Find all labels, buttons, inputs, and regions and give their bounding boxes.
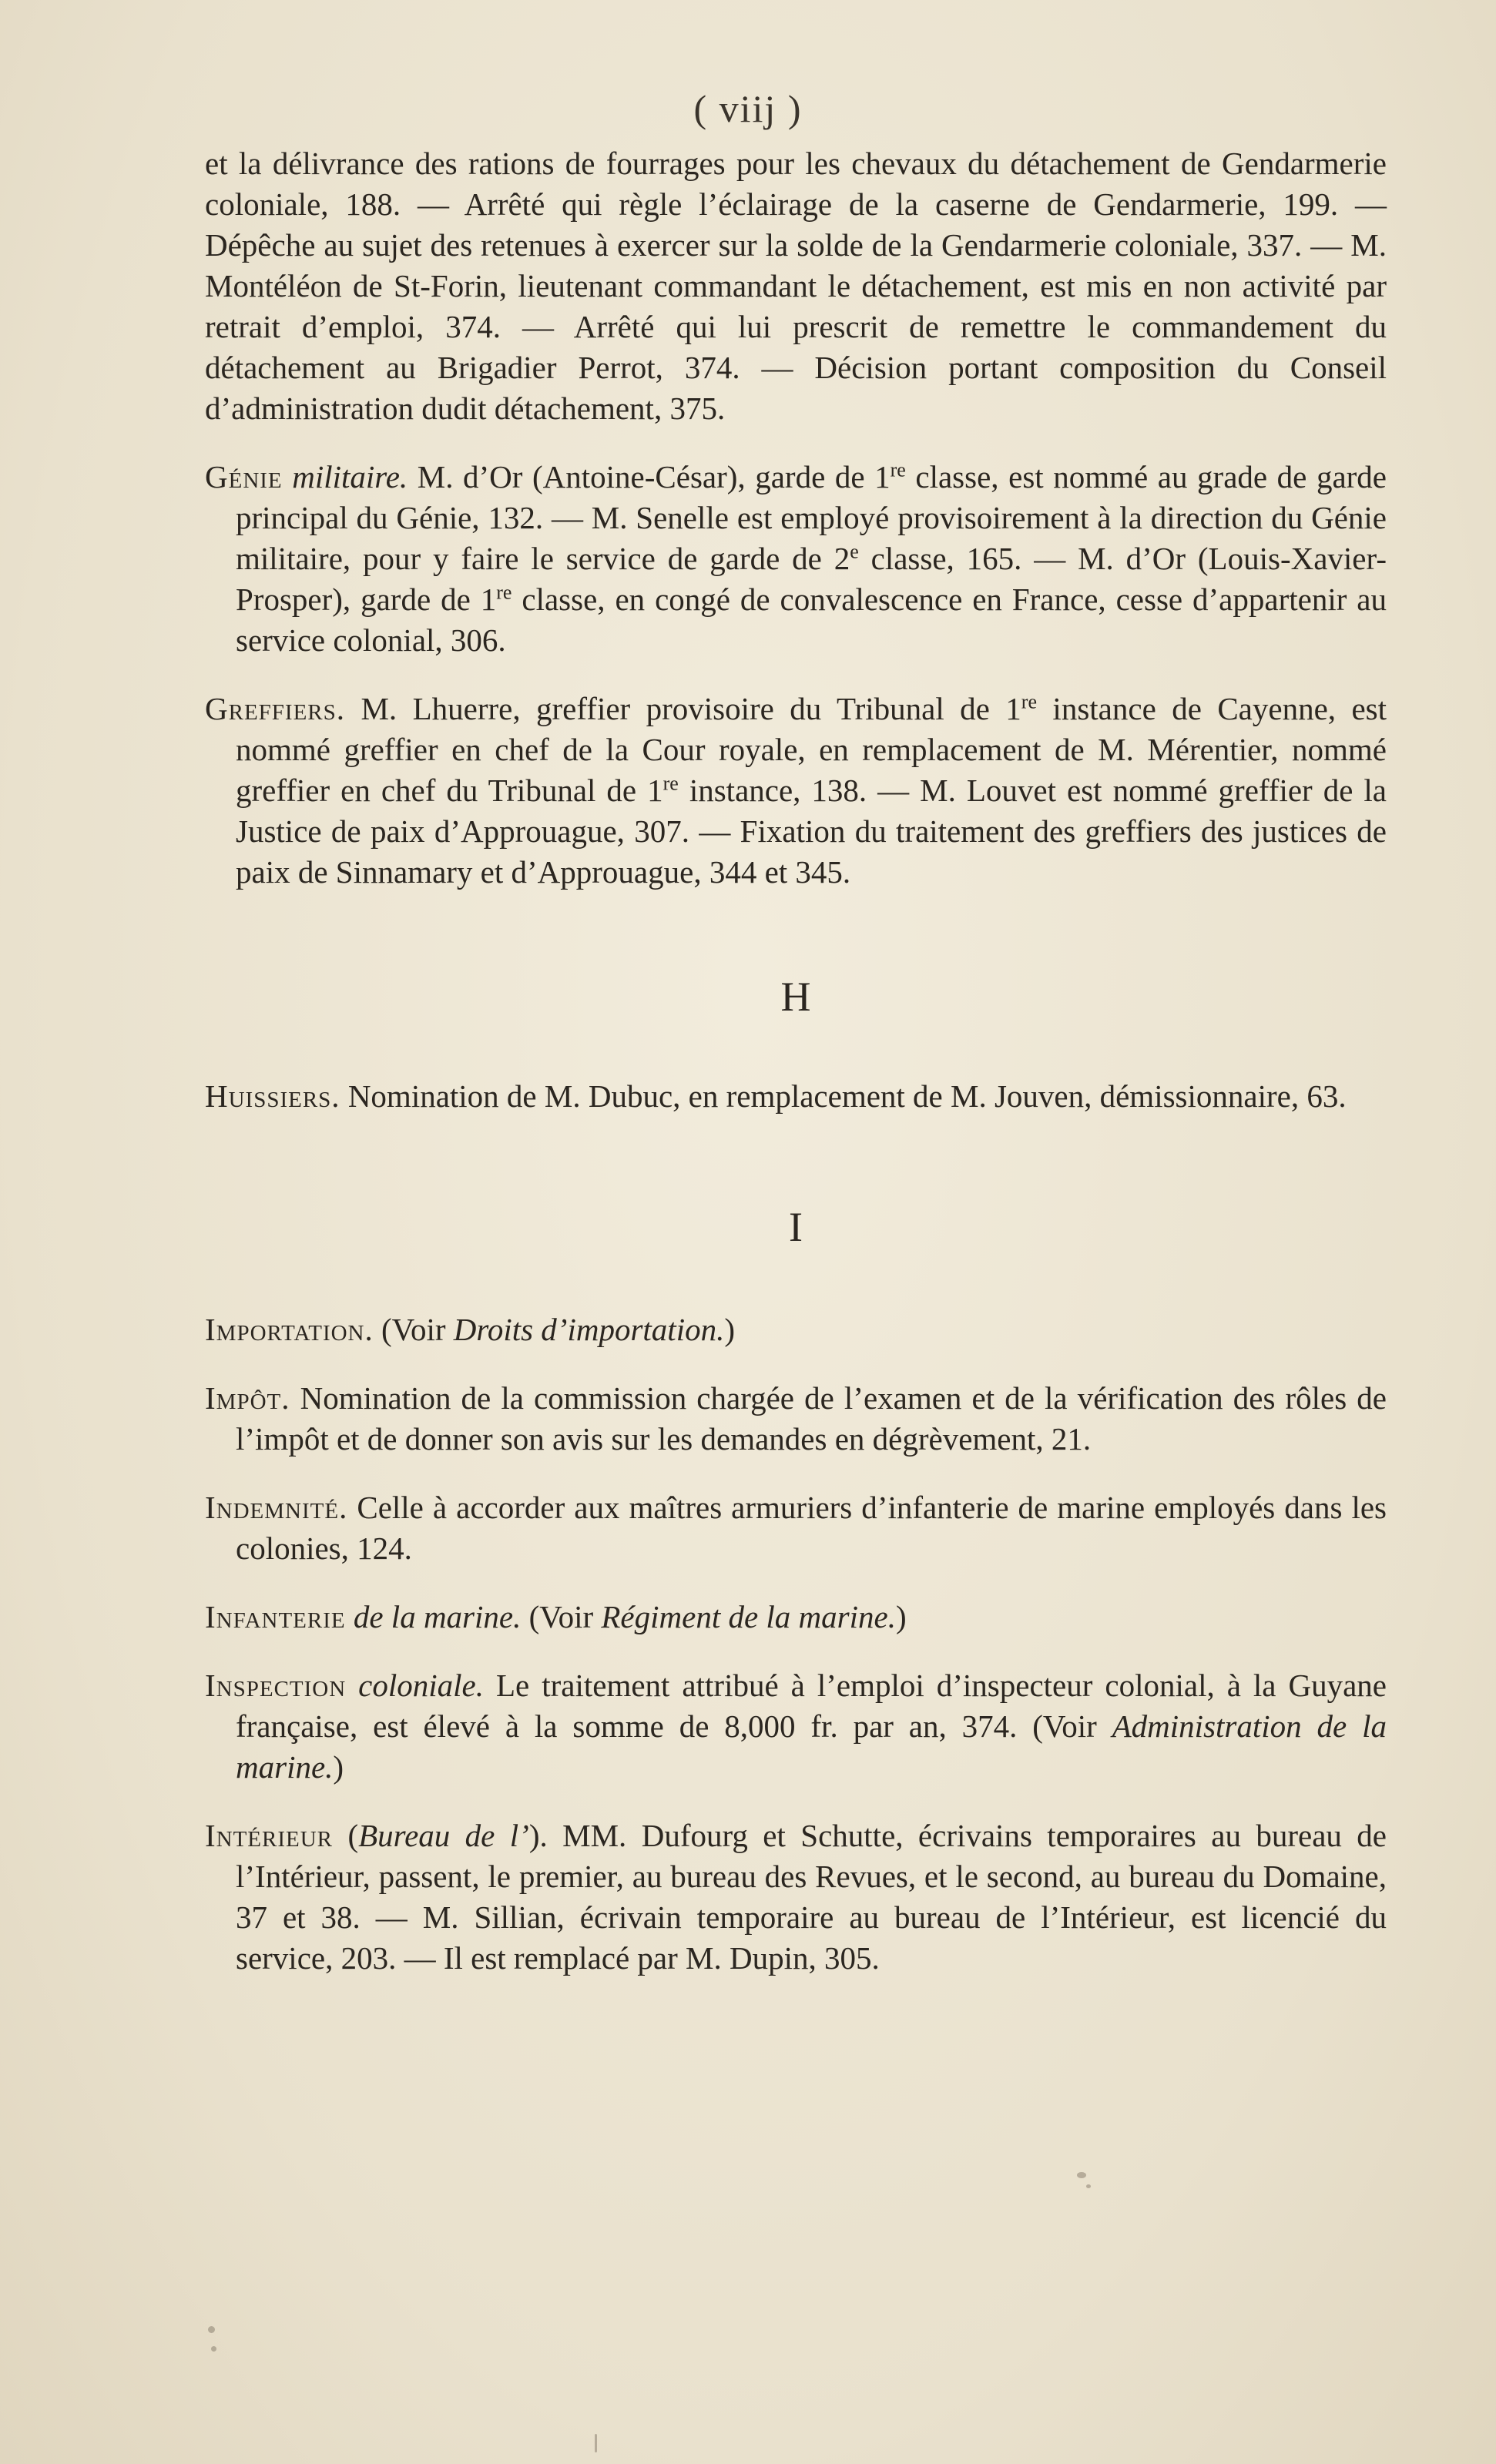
- paper-speck: [1086, 2184, 1091, 2188]
- paper-speck: [208, 2326, 215, 2333]
- page-number: ( viij ): [693, 87, 803, 130]
- ordinal-suffix: re: [1021, 690, 1037, 713]
- entry-head: Indemnité.: [205, 1490, 348, 1525]
- entry-text: instance de Cayenne, est nommé greffier en chef de la Cour royale, en remplacement de M. Mérentier, nommé greffier en chef du Tribunal de 1: [236, 691, 1387, 808]
- entry-text: ): [333, 1749, 344, 1785]
- entry-head: Intérieur: [205, 1818, 334, 1853]
- entry-head: Importation.: [205, 1312, 374, 1347]
- index-column: [205, 143, 1387, 2006]
- entry-text: instance, 138. — M. Louvet est nommé greffier de la Justice de paix d’Approuague, 307. — Fixation du traitement des greffiers des justices de paix de Sinnamary et d’Approuague, 344 et 345.: [236, 773, 1387, 890]
- entry-infanterie: [205, 1597, 1387, 1638]
- entry-impot: [205, 1378, 1387, 1460]
- entry-greffiers: [205, 689, 1387, 893]
- paper-speck: [1077, 2172, 1086, 2178]
- entry-indemnite: [205, 1487, 1387, 1569]
- entry-text: ): [895, 1599, 907, 1634]
- entry-text: Celle à accorder aux maîtres armuriers d’infanterie de marine employés dans les colonies, 124.: [236, 1490, 1387, 1566]
- entry-text: M. Lhuerre, greffier provisoire du Tribunal de 1: [345, 691, 1021, 726]
- entry-text: classe, 165. — M. d’Or (Louis-Xavier-Prosper), garde de 1: [236, 541, 1387, 617]
- entry-text: classe, est nommé au grade de garde principal du Génie, 132. — M. Senelle est employé provisoirement à la direction du Génie militaire, pour y faire le service de garde de 2: [236, 459, 1387, 576]
- ordinal-suffix: re: [496, 581, 512, 604]
- entry-head: Impôt.: [205, 1380, 290, 1416]
- entry-head-suffix: de la marine.: [345, 1599, 522, 1634]
- entry-head: Greffiers.: [205, 691, 346, 726]
- ordinal-suffix: re: [890, 458, 906, 481]
- section-letter-h: H: [780, 974, 811, 1020]
- entry-head: Génie: [205, 459, 283, 494]
- entry-text: (Voir: [373, 1312, 454, 1347]
- entry-text: M. d’Or (Antoine-César), garde de 1: [408, 459, 891, 494]
- entry-text: ): [724, 1312, 736, 1347]
- entry-head: Infanterie: [205, 1599, 346, 1634]
- entry-text: Le traitement attribué à l’emploi d’inspecteur colonial, à la Guyane française, est élevé à la somme de 8,000 fr. par an, 374. (Voir: [236, 1668, 1387, 1744]
- entry-huissiers: [205, 1076, 1387, 1117]
- cross-reference: Administration de la marine.: [236, 1708, 1387, 1785]
- entry-interieur: [205, 1815, 1387, 1979]
- entry-text: Nomination de M. Dubuc, en remplacement de M. Jouven, démissionnaire, 63.: [340, 1078, 1347, 1114]
- entry-inspection: [205, 1665, 1387, 1788]
- entry-text: classe, en congé de convalescence en France, cesse d’appartenir au service colonial, 306.: [236, 582, 1387, 658]
- entry-text: (Voir: [521, 1599, 602, 1634]
- entry-text: (: [333, 1818, 359, 1853]
- entry-head-suffix: coloniale.: [346, 1668, 484, 1703]
- continuation-paragraph: et la délivrance des rations de fourrages pour les chevaux du détachement de Gendarmerie coloniale, 188. — Arrêté qui règle l’éclairage de la caserne de Gendarmerie, 199. — Dépêche au sujet des retenues à exercer sur la solde de la Gendarmerie coloniale, 337. — M. Montéléon de St-Forin, lieutenant commandant le détachement, est mis en non activité par retrait d’emploi, 374. — Arrêté qui lui prescrit de remettre le commandement du détachement au Brigadier Perrot, 374. — Décision portant composition du Conseil d’administration dudit détachement, 375.: [205, 146, 1387, 426]
- entry-genie: [205, 457, 1387, 661]
- ordinal-suffix: e: [850, 540, 859, 563]
- entry-importation: [205, 1309, 1387, 1350]
- ordinal-suffix: re: [662, 772, 679, 795]
- paper-speck: [211, 2346, 216, 2352]
- entry-text: Nomination de la commission chargée de l’examen et de la vérification des rôles de l’impôt et de donner son avis sur les demandes en dégrèvement, 21.: [236, 1380, 1387, 1457]
- paper-speck: [595, 2434, 597, 2452]
- entry-head: Inspection: [205, 1668, 347, 1703]
- section-letter-i: I: [789, 1204, 803, 1250]
- entry-text: ). MM. Dufourg et Schutte, écrivains temporaires au bureau de l’Intérieur, passent, le premier, au bureau des Revues, et le second, au bureau du Domaine, 37 et 38. — M. Sillian, écrivain temporaire au bureau de l’Intérieur, est licencié du service, 203. — Il est remplacé par M. Dupin, 305.: [236, 1818, 1387, 1976]
- cross-reference: Bureau de l’: [358, 1818, 529, 1853]
- entry-head-suffix: militaire.: [282, 459, 408, 494]
- cross-reference: Régiment de la marine.: [601, 1599, 896, 1634]
- cross-reference: Droits d’importation.: [453, 1312, 725, 1347]
- entry-head: Huissiers.: [205, 1078, 340, 1114]
